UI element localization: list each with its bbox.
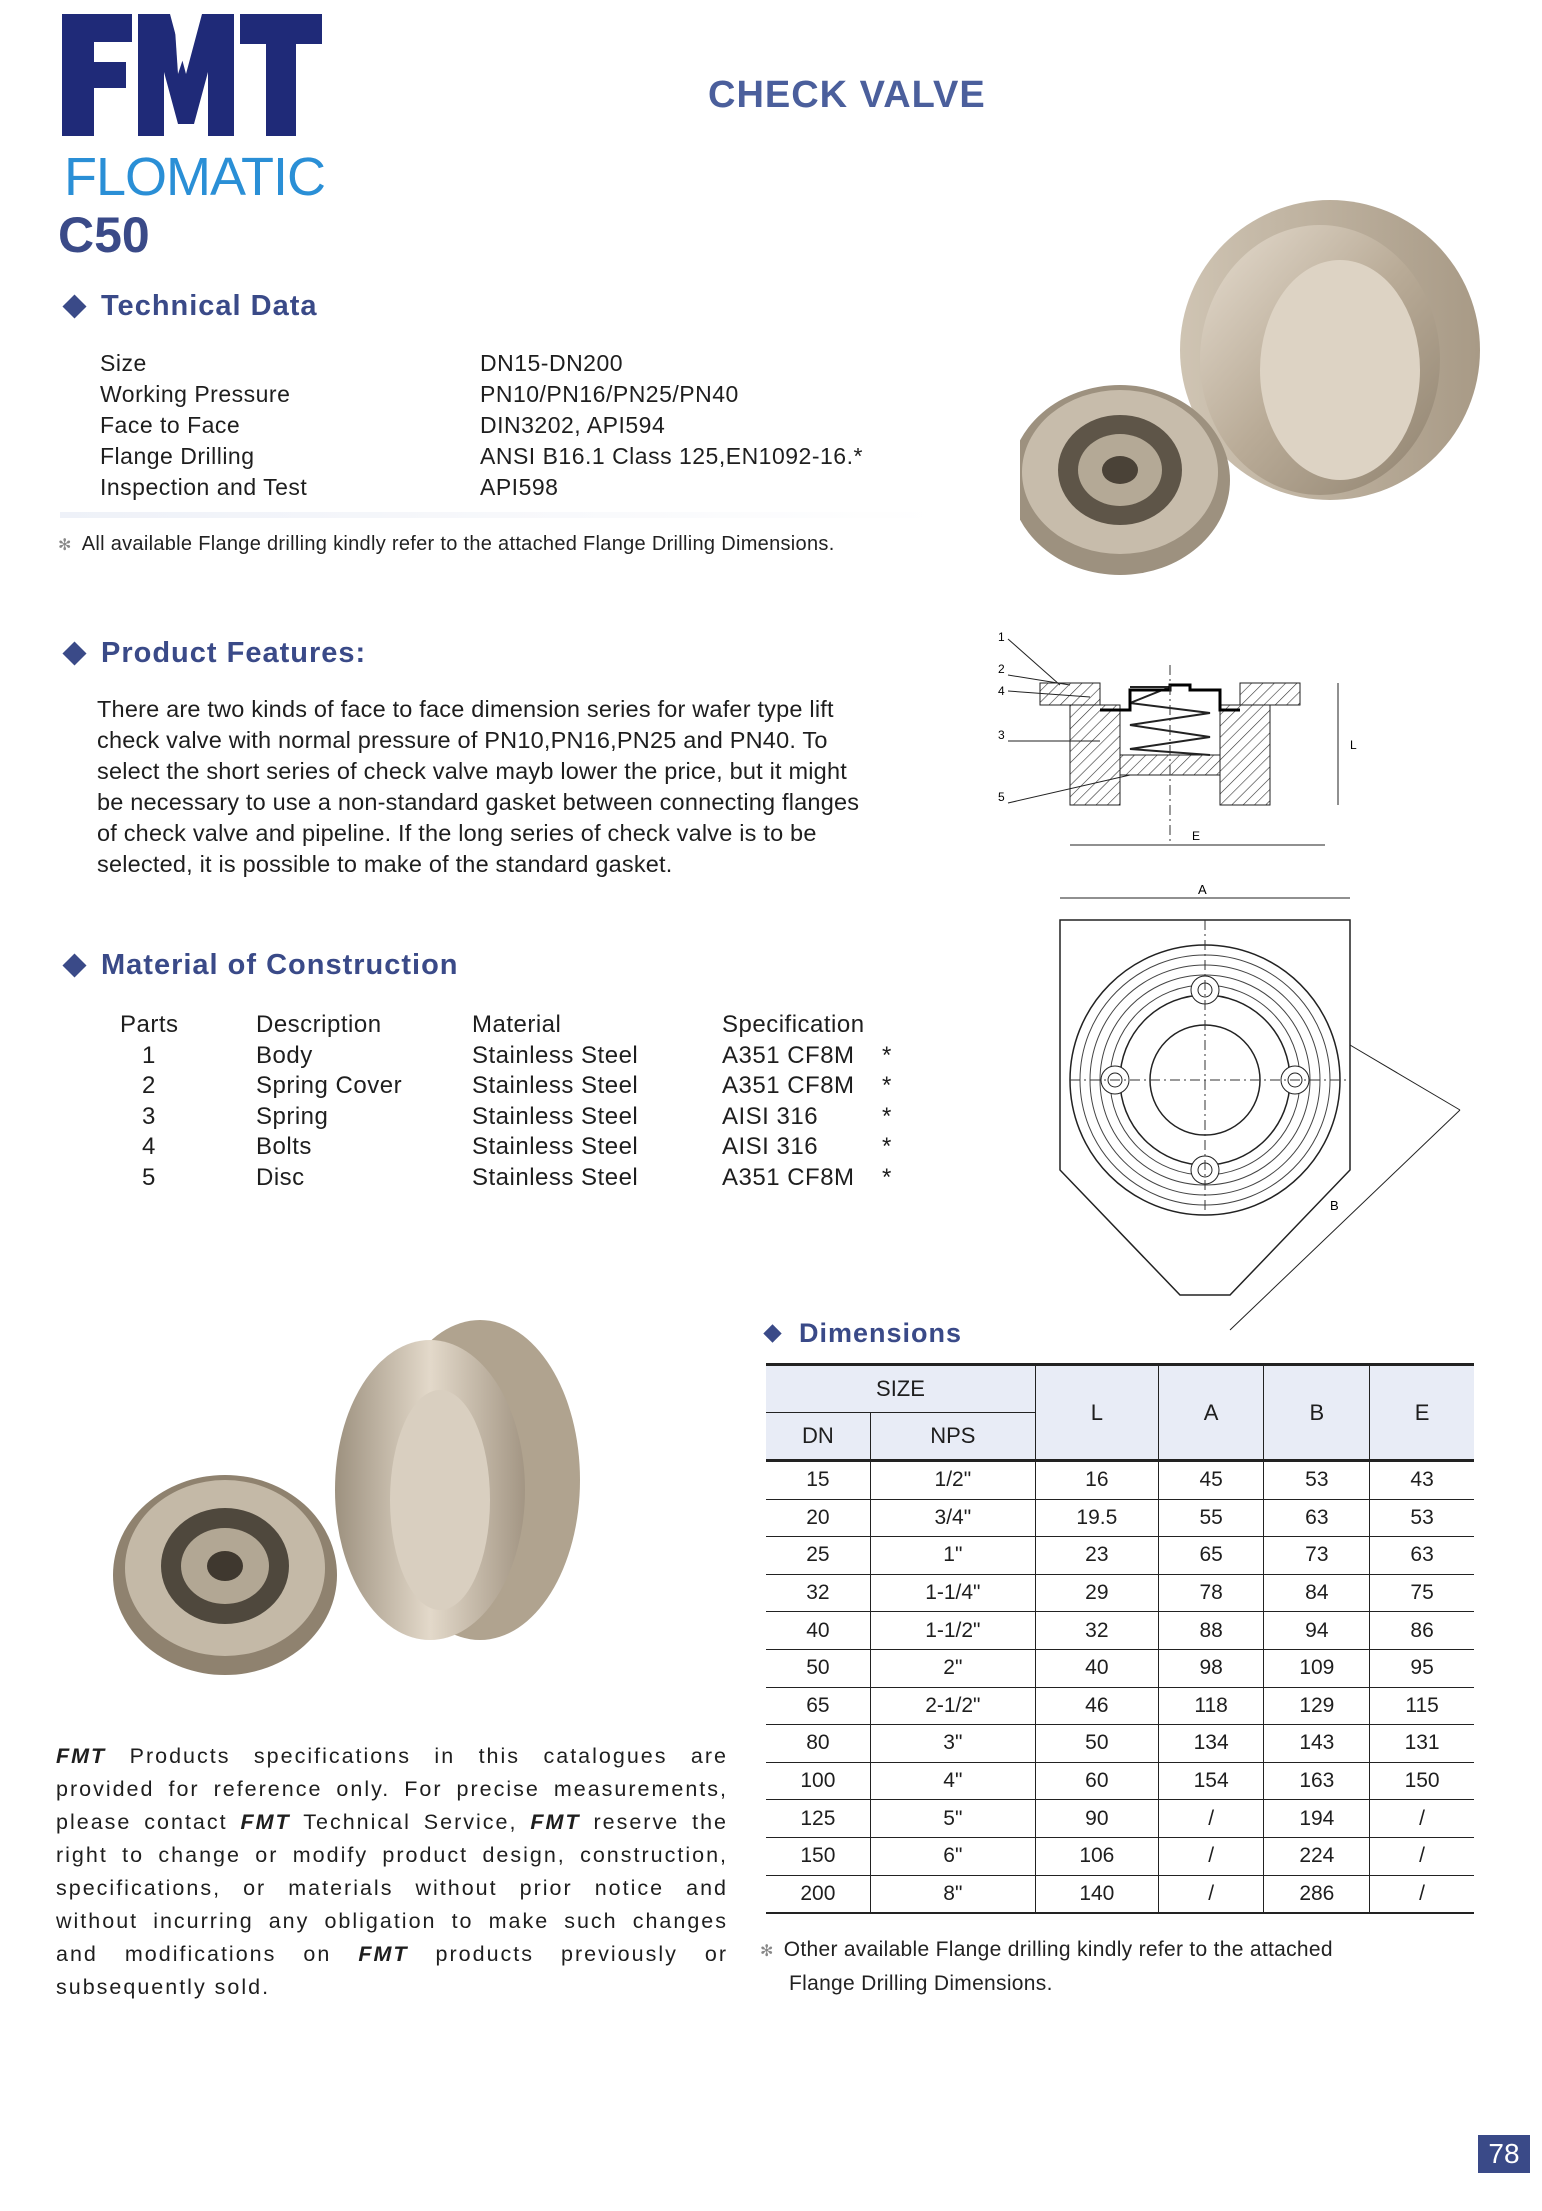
table-cell: 163 <box>1264 1762 1370 1800</box>
table-row <box>766 1687 1474 1725</box>
table-cell: 5" <box>870 1800 1035 1838</box>
table-cell: 2-1/2" <box>870 1687 1035 1725</box>
col-header-A: A <box>1158 1365 1264 1461</box>
table-row <box>766 1574 1474 1612</box>
table-cell: 4" <box>870 1762 1035 1800</box>
dim-B-label: B <box>1330 1198 1339 1213</box>
tech-value: PN10/PN16/PN25/PN40 <box>480 381 739 407</box>
table-cell: 106 <box>1035 1837 1158 1875</box>
dimensions-heading: Dimensions <box>766 1318 962 1349</box>
product-features-heading: Product Features: <box>66 637 366 670</box>
table-cell: 86 <box>1370 1612 1474 1650</box>
valve-photo-top <box>1020 200 1500 600</box>
tech-value: API598 <box>480 474 559 500</box>
fmt-inline: FMT <box>56 1744 107 1768</box>
table-cell: 129 <box>1264 1687 1370 1725</box>
tech-label: Flange Drilling <box>100 443 255 469</box>
technical-data-heading: Technical Data <box>66 290 318 323</box>
table-cell: 131 <box>1370 1725 1474 1763</box>
dim-A-label: A <box>1198 882 1207 897</box>
size-header: SIZE <box>766 1365 1035 1413</box>
table-cell: 90 <box>1035 1800 1158 1838</box>
material-row: 1 Body Stainless Steel A351 CF8M * <box>142 1041 892 1069</box>
table-cell: 50 <box>766 1649 870 1687</box>
material-col-header: Material <box>472 1011 562 1038</box>
table-row <box>766 1800 1474 1838</box>
table-cell: 63 <box>1264 1499 1370 1537</box>
table-row <box>766 1649 1474 1687</box>
fmt-inline: FMT <box>530 1810 581 1834</box>
page-number: 78 <box>1478 2135 1530 2173</box>
tech-row <box>100 348 863 379</box>
table-cell: / <box>1158 1837 1264 1875</box>
diamond-bullet-icon <box>62 294 86 318</box>
table-cell: 118 <box>1158 1687 1264 1725</box>
table-cell: 75 <box>1370 1574 1474 1612</box>
table-cell: 40 <box>1035 1649 1158 1687</box>
feature-line: select the short series of check valve mayb lower the price, but it might <box>97 758 847 784</box>
material-row: 2 Spring Cover Stainless Steel A351 CF8M * <box>142 1072 892 1099</box>
section-drawing <box>980 615 1420 865</box>
table-cell: 29 <box>1035 1574 1158 1612</box>
table-row <box>766 1725 1474 1763</box>
table-cell: 84 <box>1264 1574 1370 1612</box>
dimensions-note: ✻ Other available Flange drilling kindly refer to the attached Flange Drilling Dimensions. <box>760 1938 1333 1995</box>
tech-row <box>100 379 863 410</box>
material-row: 4 Bolts Stainless Steel AISI 316 * <box>142 1133 892 1160</box>
table-cell: 65 <box>766 1687 870 1725</box>
table-cell: 134 <box>1158 1725 1264 1763</box>
table-cell: 55 <box>1158 1499 1264 1537</box>
table-cell: 143 <box>1264 1725 1370 1763</box>
table-cell: 78 <box>1158 1574 1264 1612</box>
model-number: C50 <box>58 207 150 263</box>
table-row <box>766 1537 1474 1575</box>
table-cell: 19.5 <box>1035 1499 1158 1537</box>
table-cell: / <box>1158 1800 1264 1838</box>
feature-line: of check valve and pipeline. If the long series of check valve is to be <box>97 820 817 846</box>
table-cell: 60 <box>1035 1762 1158 1800</box>
col-header-B: B <box>1264 1365 1370 1461</box>
feature-line: There are two kinds of face to face dimension series for wafer type lift <box>97 696 834 722</box>
table-cell: 1-1/2" <box>870 1612 1035 1650</box>
table-cell: 194 <box>1264 1800 1370 1838</box>
table-cell: 150 <box>1370 1762 1474 1800</box>
table-cell: 94 <box>1264 1612 1370 1650</box>
feature-line: selected, it is possible to make of the standard gasket. <box>97 851 673 877</box>
disclaimer-text: FMT Products specifications in this catalogues are provided for reference only. For precise measurements, please contact FMT Technical Service, FMT reserve the right to change or modify product design, construction, specifications, or materials without prior notice and without incurring any obligation to make such changes and modifications on FMT products previously or subsequently sold. <box>56 1744 728 1999</box>
material-table <box>120 1010 902 1193</box>
table-cell: 125 <box>766 1800 870 1838</box>
tech-label: Inspection and Test <box>100 474 308 500</box>
table-row <box>766 1612 1474 1650</box>
table-cell: 46 <box>1035 1687 1158 1725</box>
tech-value: DIN3202, API594 <box>480 412 666 438</box>
material-row: 3 Spring Stainless Steel AISI 316 * <box>142 1102 892 1130</box>
table-cell: 23 <box>1035 1537 1158 1575</box>
page-title: CHECK VALVE <box>708 74 986 116</box>
col-header-L: L <box>1035 1365 1158 1461</box>
table-cell: 8" <box>870 1875 1035 1913</box>
table-cell: 109 <box>1264 1649 1370 1687</box>
table-cell: 1/2" <box>870 1461 1035 1500</box>
tech-value: DN15-DN200 <box>480 350 624 376</box>
fmt-logo <box>62 14 322 136</box>
technical-data-table <box>100 348 863 503</box>
table-cell: / <box>1370 1800 1474 1838</box>
material-header-row <box>120 1010 902 1041</box>
face-view-drawing <box>1050 880 1480 1350</box>
table-cell: 140 <box>1035 1875 1158 1913</box>
table-cell: 65 <box>1158 1537 1264 1575</box>
table-cell: 150 <box>766 1837 870 1875</box>
table-cell: 73 <box>1264 1537 1370 1575</box>
col-header-DN: DN <box>766 1413 870 1461</box>
product-features-text <box>97 694 957 880</box>
table-cell: 80 <box>766 1725 870 1763</box>
diamond-bullet-icon <box>62 953 86 977</box>
divider <box>60 512 940 518</box>
part-label: 4 <box>998 684 1005 698</box>
part-label: 2 <box>998 662 1005 676</box>
valve-photo-bottom <box>100 1310 590 1690</box>
table-cell: 88 <box>1158 1612 1264 1650</box>
fmt-inline: FMT <box>240 1810 291 1834</box>
table-cell: 16 <box>1035 1461 1158 1500</box>
asterisk-icon: ✻ <box>760 1943 774 1960</box>
table-cell: / <box>1370 1837 1474 1875</box>
table-cell: 53 <box>1264 1461 1370 1500</box>
table-cell: 32 <box>1035 1612 1158 1650</box>
table-cell: 3/4" <box>870 1499 1035 1537</box>
diamond-bullet-icon <box>62 641 86 665</box>
asterisk-icon: ✻ <box>58 537 72 554</box>
tech-row <box>100 472 863 503</box>
table-cell: 53 <box>1370 1499 1474 1537</box>
feature-line: check valve with normal pressure of PN10,PN16,PN25 and PN40. To <box>97 727 828 753</box>
table-cell: 2" <box>870 1649 1035 1687</box>
tech-label: Working Pressure <box>100 381 291 407</box>
table-cell: 1-1/4" <box>870 1574 1035 1612</box>
table-row <box>766 1461 1474 1500</box>
table-cell: 95 <box>1370 1649 1474 1687</box>
material-heading: Material of Construction <box>66 949 459 982</box>
diamond-bullet-icon <box>763 1324 781 1342</box>
table-row <box>766 1762 1474 1800</box>
table-cell: 20 <box>766 1499 870 1537</box>
tech-row <box>100 441 863 472</box>
table-row <box>766 1499 1474 1537</box>
table-row <box>766 1837 1474 1875</box>
tech-label: Size <box>100 350 147 376</box>
tech-row <box>100 410 863 441</box>
table-cell: 40 <box>766 1612 870 1650</box>
table-cell: 32 <box>766 1574 870 1612</box>
tech-value: ANSI B16.1 Class 125,EN1092-16.* <box>480 443 863 469</box>
flange-note: ✻ All available Flange drilling kindly refer to the attached Flange Drilling Dimensions. <box>58 533 835 555</box>
part-label: 5 <box>998 790 1005 804</box>
table-cell: / <box>1158 1875 1264 1913</box>
table-cell: 15 <box>766 1461 870 1500</box>
material-row: 5 Disc Stainless Steel A351 CF8M * <box>142 1163 892 1191</box>
table-cell: 115 <box>1370 1687 1474 1725</box>
brand-name: FLOMATIC <box>64 147 325 207</box>
part-label: 3 <box>998 728 1005 742</box>
table-cell: 3" <box>870 1725 1035 1763</box>
table-cell: 224 <box>1264 1837 1370 1875</box>
material-col-header: Description <box>256 1011 382 1038</box>
table-cell: 43 <box>1370 1461 1474 1500</box>
material-col-header: Specification <box>722 1011 865 1038</box>
material-col-header: Parts <box>120 1011 179 1038</box>
table-cell: 45 <box>1158 1461 1264 1500</box>
table-cell: 1" <box>870 1537 1035 1575</box>
col-header-NPS: NPS <box>870 1413 1035 1461</box>
part-label: 1 <box>998 630 1005 644</box>
table-cell: / <box>1370 1875 1474 1913</box>
dim-E-label: E <box>1192 829 1201 843</box>
feature-line: be necessary to use a non-standard gasket between connecting flanges <box>97 789 860 815</box>
table-cell: 100 <box>766 1762 870 1800</box>
fmt-inline: FMT <box>358 1942 409 1966</box>
table-cell: 200 <box>766 1875 870 1913</box>
table-cell: 63 <box>1370 1537 1474 1575</box>
table-row <box>766 1875 1474 1913</box>
table-cell: 6" <box>870 1837 1035 1875</box>
table-cell: 286 <box>1264 1875 1370 1913</box>
table-cell: 25 <box>766 1537 870 1575</box>
col-header-E: E <box>1370 1365 1474 1461</box>
table-cell: 50 <box>1035 1725 1158 1763</box>
table-cell: 154 <box>1158 1762 1264 1800</box>
dimensions-table <box>766 1363 1474 1914</box>
dim-L-label: L <box>1350 738 1357 752</box>
tech-label: Face to Face <box>100 412 241 438</box>
table-cell: 98 <box>1158 1649 1264 1687</box>
